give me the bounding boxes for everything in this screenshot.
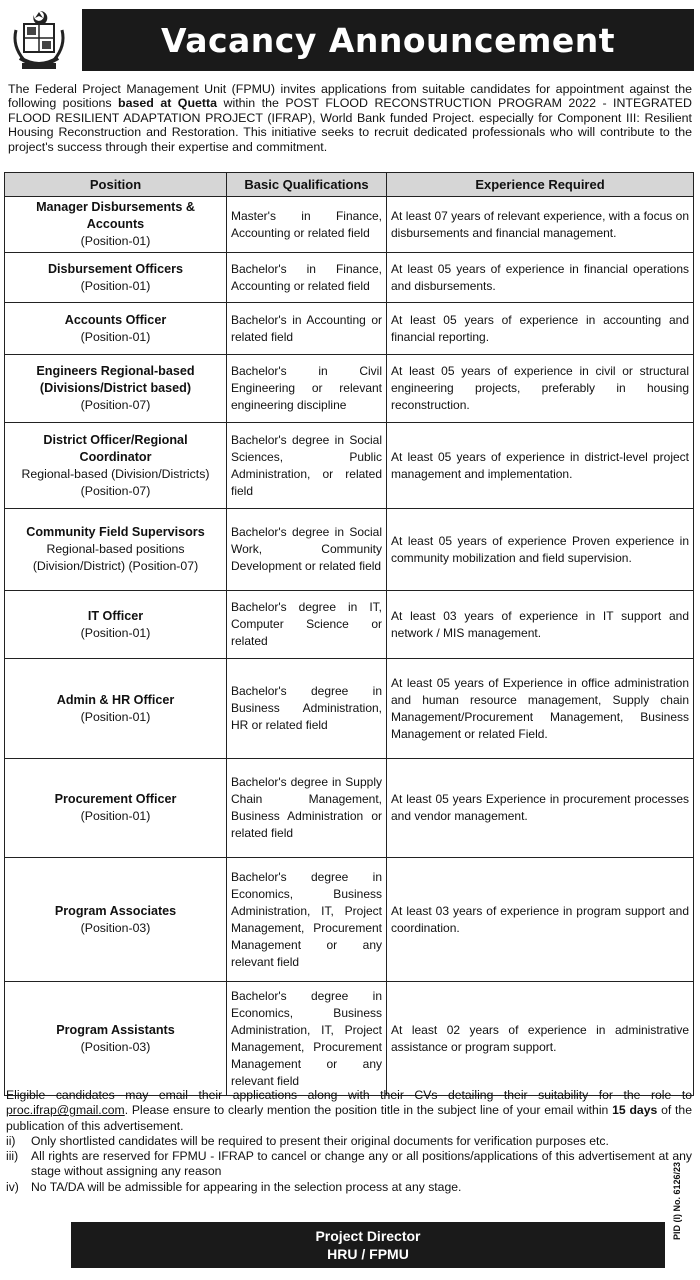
position-count: (Position-03) (80, 920, 151, 935)
table-row (5, 858, 694, 982)
position-count: (Position-01) (80, 234, 151, 248)
position-count: (Position-01) (80, 329, 151, 344)
experience-cell: At least 05 years of experience in accounting and financial reporting. (387, 303, 694, 355)
experience-cell: At least 03 years of experience in IT support and network / MIS management. (387, 591, 694, 659)
notes-list (6, 1134, 692, 1195)
qualification-cell: Bachelor's degree in Economics, Business Administration, IT, Project Management, Procurement Management or any relevant field (227, 858, 387, 982)
application-instructions (6, 1088, 692, 1195)
position-count: (Position-01) (80, 709, 151, 724)
position-count: Regional-based (Division/Districts) (Position-07) (21, 466, 210, 498)
position-cell (5, 591, 227, 659)
position-title: Program Assistants (56, 1022, 175, 1037)
position-title: Admin & HR Officer (56, 692, 175, 707)
note-number: ii) (6, 1133, 16, 1148)
experience-cell: At least 05 years of experience in civil or structural engineering projects, preferably in housing reconstruction. (387, 355, 694, 423)
experience-cell: At least 05 years of experience Proven experience in community mobilization and field supervision. (387, 509, 694, 591)
position-count: (Position-01) (80, 625, 151, 640)
eligibility-text-2: . Please ensure to clearly mention the position title in the subject line of your email within (124, 1103, 613, 1118)
intro-paragraph (8, 82, 692, 154)
eligibility-text-3: of the publication of this advertisement. (6, 1103, 692, 1133)
qualification-cell: Bachelor's degree in Social Sciences, Public Administration, or related field (227, 423, 387, 509)
email-link[interactable]: proc.ifrap@gmail.com (6, 1103, 125, 1118)
experience-cell: At least 05 years Experience in procurement processes and vendor management. (387, 759, 694, 858)
experience-cell: At least 05 years of experience in district-level project management and implementation. (387, 423, 694, 509)
position-count: (Position-01) (80, 809, 151, 823)
table-row (5, 197, 694, 253)
header (6, 4, 694, 76)
position-title: Community Field Supervisors (26, 525, 205, 539)
position-count: (Position-03) (80, 1039, 151, 1054)
table-row (5, 509, 694, 591)
position-cell (5, 659, 227, 759)
note-text: All rights are reserved for FPMU - IFRAP to cancel or change any or all positions/applications of this advertisement at any stage without assigning any reason (31, 1149, 692, 1179)
position-cell (5, 303, 227, 355)
note-text: Only shortlisted candidates will be required to present their original documents for verification purposes etc. (31, 1133, 609, 1148)
qualification-cell: Bachelor's degree in Supply Chain Management, Business Administration or related field (227, 759, 387, 858)
experience-cell: At least 02 years of experience in administrative assistance or program support. (387, 982, 694, 1096)
table-header-row (5, 173, 694, 197)
qualification-cell: Master's in Finance, Accounting or related field (227, 197, 387, 253)
qualification-cell: Bachelor's degree in IT, Computer Science or related (227, 591, 387, 659)
position-title: Engineers Regional-based (Divisions/District based) (36, 364, 195, 395)
table-row (5, 759, 694, 858)
experience-cell: At least 03 years of experience in program support and coordination. (387, 858, 694, 982)
list-item (6, 1149, 692, 1180)
position-cell (5, 759, 227, 858)
position-cell (5, 355, 227, 423)
qualification-cell: Bachelor's degree in Business Administration, HR or related field (227, 659, 387, 759)
intro-text-1: The Federal Project Management Unit (FPMU) invites applications from suitable candidates for appointment against the following positions (8, 82, 692, 111)
position-cell (5, 858, 227, 982)
position-title: Procurement Officer (54, 792, 177, 806)
intro-text-2: within the POST FLOOD RECONSTRUCTION PROGRAM 2022 - INTEGRATED FLOOD RESILIENT ADAPTATION PROJECT (IFRAP), World Bank funded Project. especially for Component III: Resilient Housing Reconstruction and Restoration. This initiative seeks to recruit dedicated professionals who will contribute to the project's success through their expertise and commitment. (8, 96, 692, 154)
position-count: (Position-01) (80, 278, 151, 293)
column-header-qualifications: Basic Qualifications (227, 173, 387, 197)
list-item (6, 1134, 692, 1149)
column-header-position: Position (5, 173, 227, 197)
signature-block (71, 1222, 665, 1268)
table-row (5, 982, 694, 1096)
position-count: Regional-based positions (Division/District) (Position-07) (32, 542, 199, 573)
note-text: No TA/DA will be admissible for appearing in the selection process at any stage. (31, 1179, 462, 1194)
table-row (5, 253, 694, 303)
position-title: Program Associates (54, 903, 177, 918)
table-row (5, 355, 694, 423)
position-cell (5, 509, 227, 591)
intro-location: based at Quetta (118, 96, 218, 111)
eligibility-paragraph (6, 1088, 692, 1134)
position-title: Manager Disbursements & Accounts (36, 200, 195, 231)
qualification-cell: Bachelor's degree in Economics, Business Administration, IT, Project Management, Procurement Management or any relevant field (227, 982, 387, 1096)
experience-cell: At least 07 years of relevant experience, with a focus on disbursements and financial management. (387, 197, 694, 253)
table-row (5, 591, 694, 659)
list-item (6, 1180, 692, 1195)
signatory-office: HRU / FPMU (327, 1246, 409, 1262)
position-title: District Officer/Regional Coordinator (43, 432, 188, 464)
position-cell (5, 982, 227, 1096)
table-row (5, 303, 694, 355)
title-banner (82, 9, 694, 71)
position-cell (5, 423, 227, 509)
table-row (5, 423, 694, 509)
position-cell (5, 253, 227, 303)
note-number: iv) (6, 1179, 19, 1194)
qualification-cell: Bachelor's in Accounting or related field (227, 303, 387, 355)
position-cell (5, 197, 227, 253)
column-header-experience: Experience Required (387, 173, 694, 197)
table-row (5, 659, 694, 759)
page-title: Vacancy Announcement (160, 20, 616, 60)
qualification-cell: Bachelor's in Finance, Accounting or related field (227, 253, 387, 303)
position-title: IT Officer (87, 608, 144, 623)
deadline-days: 15 days (612, 1103, 658, 1118)
position-title: Accounts Officer (64, 312, 167, 327)
vacancy-table (4, 172, 694, 1096)
qualification-cell: Bachelor's in Civil Engineering or relevant engineering discipline (227, 355, 387, 423)
position-title: Disbursement Officers (47, 261, 184, 276)
experience-cell: At least 05 years of experience in financial operations and disbursements. (387, 253, 694, 303)
eligibility-text-1: Eligible candidates may email their applications along with their CVs detailing their suitability for the role to (6, 1088, 692, 1102)
pid-number: PID (I) No. 6126/23 (672, 1161, 682, 1240)
qualification-cell: Bachelor's degree in Social Work, Community Development or related field (227, 509, 387, 591)
position-count: (Position-07) (80, 398, 151, 412)
state-emblem-icon (6, 7, 72, 73)
note-number: iii) (6, 1149, 19, 1164)
signatory-title: Project Director (315, 1228, 421, 1244)
experience-cell: At least 05 years of Experience in office administration and human resource management, Supply chain Management/Procurement Management, Business Management or related Field. (387, 659, 694, 759)
